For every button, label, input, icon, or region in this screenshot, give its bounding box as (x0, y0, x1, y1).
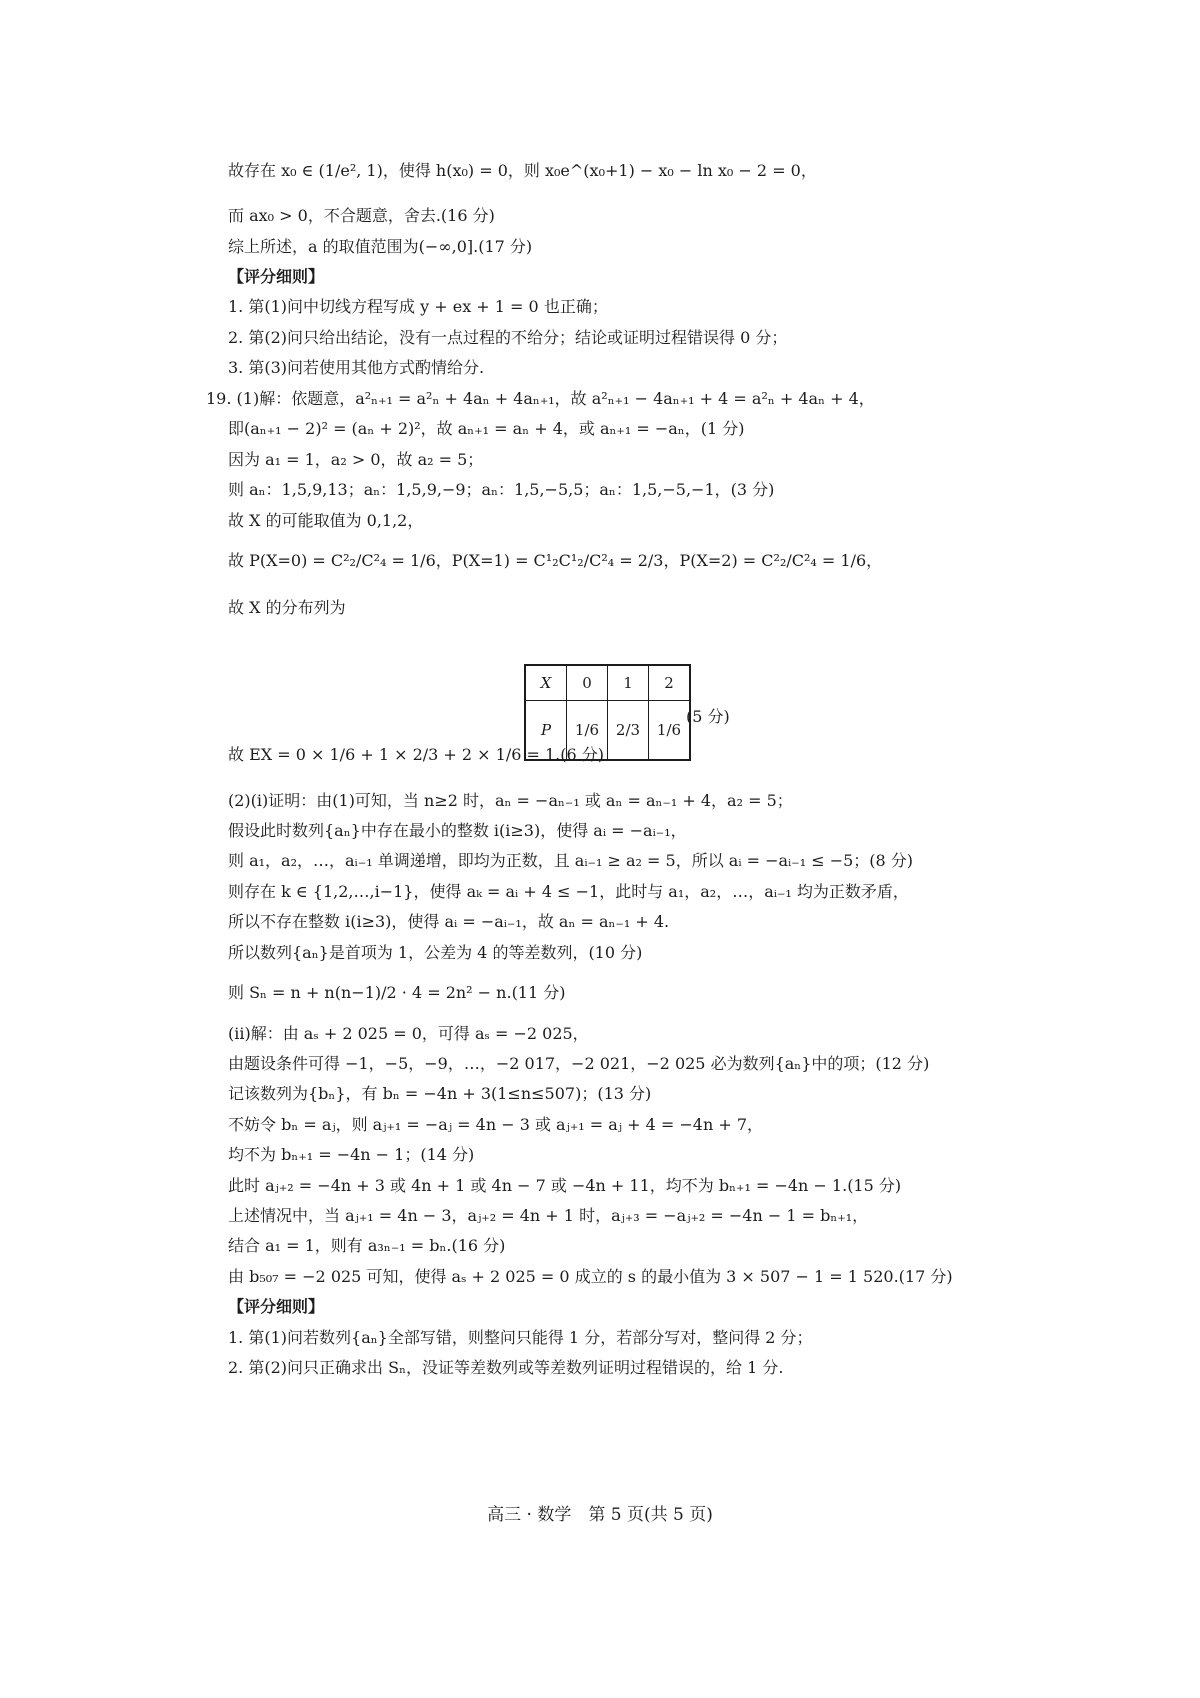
table-header-cell: 1 (608, 665, 649, 701)
question-19-start: 19. (1)解：依题意，a²ₙ₊₁ = a²ₙ + 4aₙ + 4aₙ₊₁，故 a²ₙ₊₁ − 4aₙ₊₁ + 4 = a²ₙ + 4aₙ + 4， (206, 389, 875, 408)
table-cell: 1/6 (649, 701, 691, 761)
text-line: 综上所述，a 的取值范围为(−∞,0].(17 分) (228, 237, 533, 256)
text-line: 故 X 的分布列为 (228, 598, 346, 617)
text-line: 即(aₙ₊₁ − 2)² = (aₙ + 2)²，故 aₙ₊₁ = aₙ + 4，或 aₙ₊₁ = −aₙ，(1 分) (228, 419, 745, 438)
text-line: 假设此时数列{aₙ}中存在最小的整数 i(i≥3)，使得 aᵢ = −aᵢ₋₁， (228, 821, 687, 840)
text-line: 故 P(X=0) = C²₂/C²₄ = 1/6，P(X=1) = C¹₂C¹₂/C²₄ = 2/3，P(X=2) = C²₂/C²₄ = 1/6， (228, 551, 883, 570)
text-line: (2)(i)证明：由(1)可知，当 n≥2 时，aₙ = −aₙ₋₁ 或 aₙ = aₙ₋₁ + 4，a₂ = 5； (228, 791, 793, 810)
section-heading: 【评分细则】 (228, 267, 325, 286)
text-line: 不妨令 bₙ = aⱼ，则 aⱼ₊₁ = −aⱼ = 4n − 3 或 aⱼ₊₁ = aⱼ + 4 = −4n + 7， (228, 1115, 764, 1134)
text-line: 因为 a₁ = 1，a₂ > 0，故 a₂ = 5； (228, 450, 484, 469)
table-header-cell: 2 (649, 665, 691, 701)
section-heading: 【评分细则】 (228, 1297, 325, 1316)
text-line: 2. 第(2)问只正确求出 Sₙ，没证等差数列或等差数列证明过程错误的，给 1 分. (228, 1358, 784, 1377)
text-line: 故存在 x₀ ∈ (1/e², 1)，使得 h(x₀) = 0，则 x₀e^(x₀+1) − x₀ − ln x₀ − 2 = 0， (228, 161, 817, 180)
text-line: 上述情况中，当 aⱼ₊₁ = 4n − 3，aⱼ₊₂ = 4n + 1 时，aⱼ₊₃ = −aⱼ₊₂ = −4n − 1 = bₙ₊₁， (228, 1206, 869, 1225)
text-line: 而 ax₀ > 0，不合题意，舍去.(16 分) (228, 206, 495, 225)
text-line: 2. 第(2)问只给出结论，没有一点过程的不给分；结论或证明过程错误得 0 分； (228, 328, 788, 347)
text-line: 结合 a₁ = 1，则有 a₃ₙ₋₁ = bₙ.(16 分) (228, 1236, 506, 1255)
text-line: 由 b₅₀₇ = −2 025 可知，使得 aₛ + 2 025 = 0 成立的 s 的最小值为 3 × 507 − 1 = 1 520.(17 分) (228, 1267, 953, 1286)
text-line: 3. 第(3)问若使用其他方式酌情给分. (228, 358, 485, 377)
text-line: 所以不存在整数 i(i≥3)，使得 aᵢ = −aᵢ₋₁，故 aₙ = aₙ₋₁ + 4. (228, 912, 670, 931)
text-line: 此时 aⱼ₊₂ = −4n + 3 或 4n + 1 或 4n − 7 或 −4n + 11，均不为 bₙ₊₁ = −4n − 1.(15 分) (228, 1176, 902, 1195)
text-line: 记该数列为{bₙ}，有 bₙ = −4n + 3(1≤n≤507)；(13 分) (228, 1084, 652, 1103)
table-cell: 1/6 (567, 701, 608, 761)
table-score: (5 分) (686, 707, 730, 726)
text-line: 所以数列{aₙ}是首项为 1，公差为 4 的等差数列，(10 分) (228, 943, 643, 962)
text-line: 故 X 的可能取值为 0,1,2， (228, 511, 424, 530)
text-line: 则 Sₙ = n + n(n−1)/2 · 4 = 2n² − n.(11 分) (228, 983, 566, 1002)
text-line: (ii)解：由 aₛ + 2 025 = 0，可得 aₛ = −2 025， (228, 1024, 589, 1043)
text-line: 故 EX = 0 × 1/6 + 1 × 2/3 + 2 × 1/6 = 1.(6 分) (228, 745, 605, 764)
page-footer: 高三 · 数学 第 5 页(共 5 页) (487, 1505, 713, 1525)
text-line: 则 aₙ：1,5,9,13；aₙ：1,5,9,−9；aₙ：1,5,−5,5；aₙ：1,5,−5,−1，(3 分) (228, 480, 775, 499)
text-line: 1. 第(1)问中切线方程写成 y + ex + 1 = 0 也正确； (228, 297, 608, 316)
text-line: 则 a₁，a₂，…，aᵢ₋₁ 单调递增，即均为正数，且 aᵢ₋₁ ≥ a₂ = 5，所以 aᵢ = −aᵢ₋₁ ≤ −5；(8 分) (228, 851, 914, 870)
text-line: 1. 第(1)问若数列{aₙ}全部写错，则整问只能得 1 分，若部分写对，整问得 2 分； (228, 1328, 813, 1347)
text-line: 则存在 k ∈ {1,2,…,i−1}，使得 aₖ = aᵢ + 4 ≤ −1，此时与 a₁，a₂，…，aᵢ₋₁ 均为正数矛盾， (228, 882, 909, 901)
table-header-cell: X (525, 665, 567, 701)
text-line: 由题设条件可得 −1，−5，−9，…，−2 017，−2 021，−2 025 必为数列{aₙ}中的项；(12 分) (228, 1054, 930, 1073)
table-cell: 2/3 (608, 701, 649, 761)
text-line: 均不为 bₙ₊₁ = −4n − 1；(14 分) (228, 1145, 475, 1164)
table-cell: P (525, 701, 567, 761)
table-header-cell: 0 (567, 665, 608, 701)
